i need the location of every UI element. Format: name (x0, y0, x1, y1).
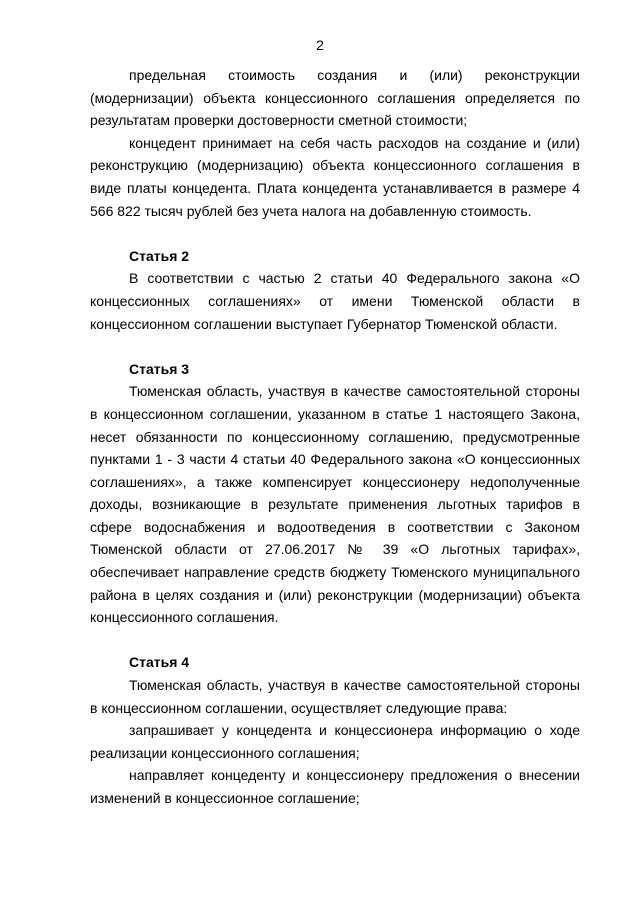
paragraph-grantor-payment: концедент принимает на себя часть расходов на создание и (или) реконструкцию (модернизацию) объекта концессионного соглашения в виде платы концедента. Плата концедента устанавливается в размере 4 566 822 тысяч рублей без учета налога на добавленную стоимость. (90, 134, 580, 219)
article-2-heading: Статья 2 (129, 247, 190, 264)
page-number: 2 (316, 37, 324, 53)
article-3-heading: Статья 3 (129, 360, 190, 377)
article-3-text: Тюменская область, участвуя в качестве самостоятельной стороны в концессионном соглашении, указанном в статье 1 настоящего Закона, несет обязанности по концессионному соглашению, предусмотренные пунктами 1 - 3 части 4 статьи 40 Федерального закона «О концессионных соглашениях», а также компенсирует концессионеру недополученные доходы, возникающие в результате применения льготных тарифов в сфере водоснабжения и водоотведения в соответствии с Законом Тюменской области от 27.06.2017 № 39 «О льготных тарифах», обеспечивает направление средств бюджету Тюменского муниципального района в целях создания и (или) реконструкции (модернизации) объекта концессионного соглашения. (90, 383, 580, 626)
article-4-item-propose-changes: направляет концеденту и концессионеру предложения о внесении изменений в концессионное соглашение; (90, 767, 580, 806)
paragraph-max-cost: предельная стоимость создания и (или) реконструкции (модернизации) объекта концессионного соглашения определяется по результатам проверки достоверности сметной стоимости; (90, 67, 580, 129)
article-4-heading: Статья 4 (129, 654, 190, 671)
document-body (90, 64, 580, 810)
article-2-text: В соответствии с частью 2 статьи 40 Федерального закона «О концессионных соглашениях» от имени Тюменской области в концессионном соглашении выступает Губернатор Тюменской области. (90, 270, 580, 332)
article-4-item-request-info: запрашивает у концедента и концессионера информацию о ходе реализации концессионного соглашения; (90, 722, 580, 761)
article-4-intro: Тюменская область, участвуя в качестве самостоятельной стороны в концессионном соглашении, осуществляет следующие права: (90, 677, 580, 716)
